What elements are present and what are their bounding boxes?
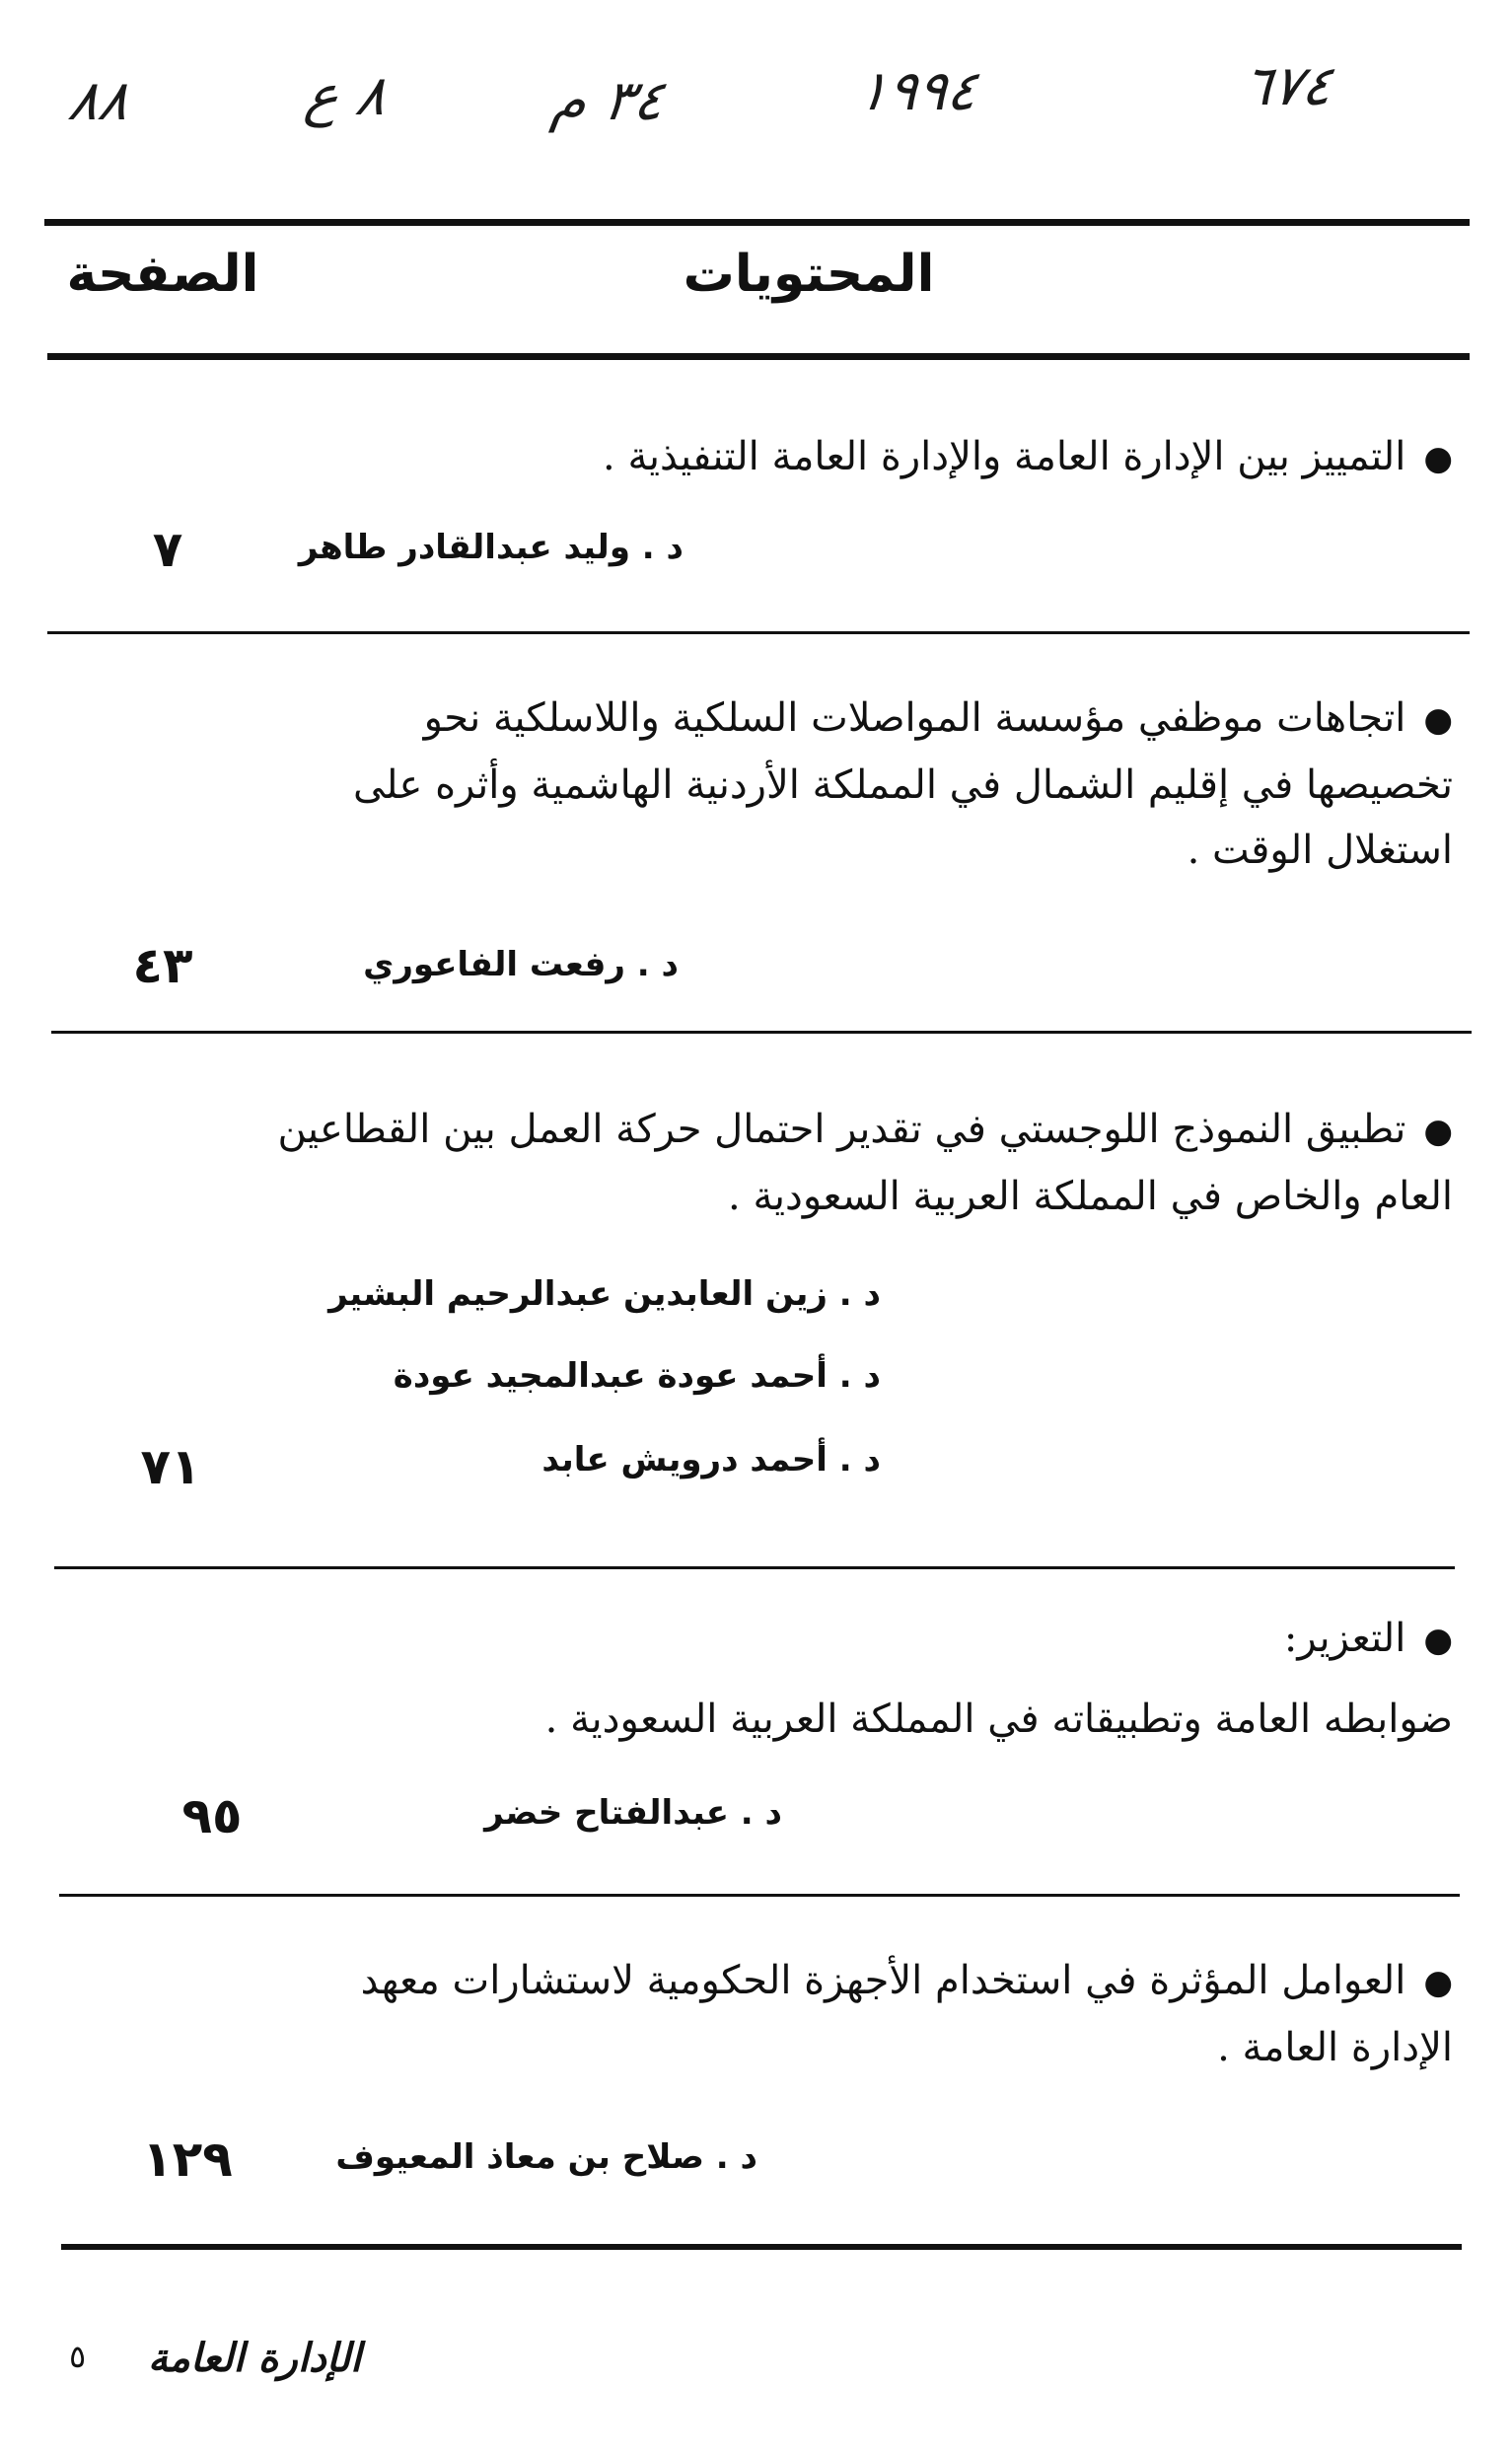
entry-divider [51, 1031, 1472, 1034]
handwritten-note: ١٩٩٤ [853, 59, 981, 123]
toc-entry-page: ٤٣ [132, 937, 193, 994]
toc-entry-page: ٩٥ [181, 1787, 243, 1844]
toc-entry-page: ٧١ [140, 1438, 201, 1495]
header-top-rule [44, 219, 1470, 226]
toc-entry-title [269, 1606, 1453, 1673]
toc-entry-author: د . رفعت الفاعوري [363, 945, 679, 984]
bullet-icon: ● [1423, 1621, 1453, 1660]
toc-entry-author: د . أحمد درويش عابد [541, 1440, 881, 1480]
bullet-icon: ● [1423, 1963, 1453, 2002]
handwritten-note: ٨ ع [301, 64, 391, 128]
toc-entry-subtitle: ضوابطه العامة وتطبيقاته في المملكة العربية السعودية . [544, 1697, 1453, 1742]
entry-divider [59, 1894, 1460, 1897]
page-column-heading: الصفحة [66, 245, 259, 304]
bullet-icon: ● [1423, 700, 1453, 740]
toc-entry-page: ١٢٩ [142, 2130, 233, 2188]
toc-entry-page: ٧ [152, 521, 183, 578]
entry-divider [47, 631, 1470, 634]
handwritten-note: ٣٤ م [547, 69, 669, 133]
toc-entry-title [269, 1948, 1453, 2080]
footer-page-number: ٥ [69, 2338, 87, 2375]
bullet-icon: ● [1423, 439, 1453, 478]
entry-title-text: التمييز بين الإدارة العامة والإدارة العامة التنفيذية . [603, 434, 1406, 479]
header-bottom-rule [47, 353, 1470, 360]
bullet-icon: ● [1423, 1112, 1453, 1151]
handwritten-note: ٨٨ [64, 69, 133, 133]
toc-entry-title [269, 1097, 1453, 1229]
journal-name: الإدارة العامة [148, 2336, 362, 2381]
handwritten-notes [0, 35, 1512, 163]
entry-divider [54, 1566, 1455, 1569]
handwritten-note: ٦٧٤ [1238, 54, 1336, 118]
entry-title-text: العوامل المؤثرة في استخدام الأجهزة الحكومية لاستشارات معهد الإدارة العامة . [360, 1958, 1453, 2070]
toc-entry-author: د . عبدالفتاح خضر [484, 1793, 782, 1833]
entry-title-text: التعزير: [1283, 1616, 1406, 1661]
toc-entry-author: د . صلاح بن معاذ المعيوف [335, 2137, 757, 2177]
contents-heading: المحتويات [683, 245, 935, 304]
toc-entry-author: د . زين العابدين عبدالرحيم البشير [328, 1274, 881, 1314]
toc-entry-title [269, 424, 1453, 491]
toc-entry-author: د . وليد عبدالقادر طاهر [298, 528, 684, 567]
footer-rule [61, 2244, 1462, 2250]
entry-title-text: اتجاهات موظفي مؤسسة المواصلات السلكية واللاسلكية نحو تخصيصها في إقليم الشمال في المملكة الأردنية الهاشمية وأثره على استغلال الوقت . [352, 695, 1453, 873]
toc-entry-title [264, 686, 1453, 883]
entry-title-text: تطبيق النموذج اللوجستي في تقدير احتمال حركة العمل بين القطاعين العام والخاص في المملكة العربية السعودية . [277, 1107, 1453, 1219]
toc-entry-author: د . أحمد عودة عبدالمجيد عودة [393, 1356, 881, 1396]
